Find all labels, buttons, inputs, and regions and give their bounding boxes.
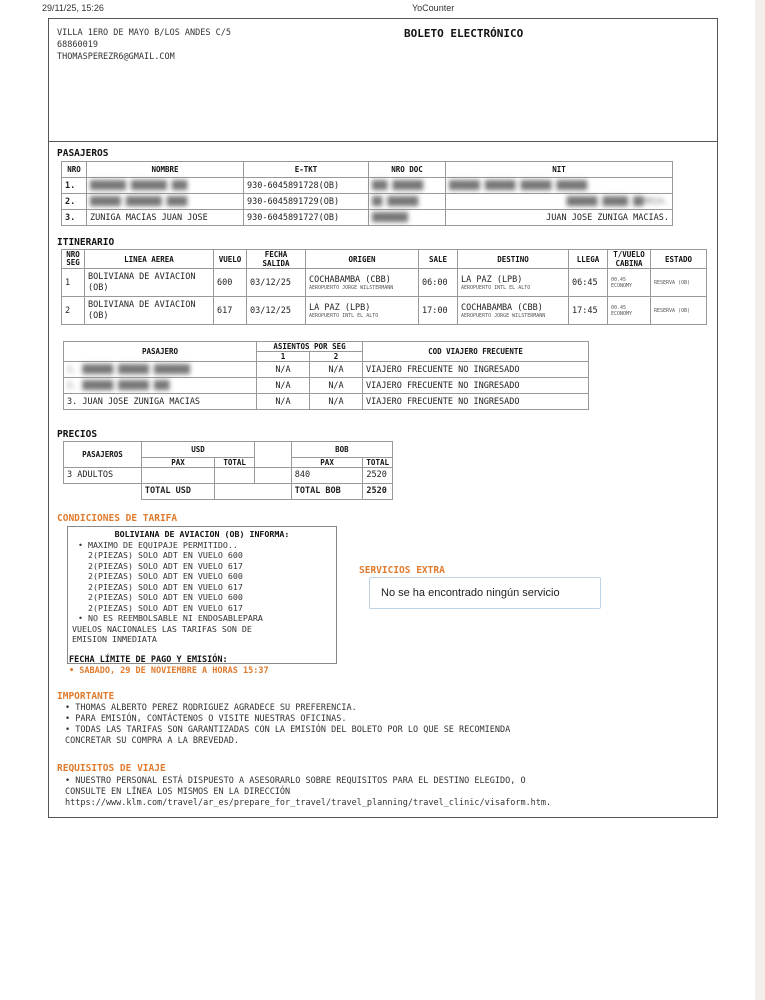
col-pasajero: PASAJERO	[64, 342, 257, 362]
section-title-requisitos: REQUISITOS DE VIAJE	[57, 763, 166, 774]
seat-seg1: N/A	[257, 394, 310, 410]
seg-flight: 617	[214, 297, 247, 325]
seg-cabin: 00.45 ECONOMY	[608, 297, 651, 325]
price-empty	[64, 483, 142, 499]
important-line: • THOMAS ALBERTO PEREZ RODRIGUEZ AGRADECE SU PREFERENCIA.	[65, 703, 357, 713]
table-header-row	[62, 162, 673, 178]
seat-seg1: N/A	[257, 362, 310, 378]
total-bob-value: 2520	[363, 483, 393, 499]
table-header-row	[64, 342, 589, 352]
refund-line: VUELOS NACIONALES LAS TARIFAS SON DE	[72, 623, 252, 634]
col-pasajeros: PASAJEROS	[64, 442, 142, 468]
section-title-itinerario: ITINERARIO	[57, 237, 115, 248]
seg-dest-airport: AEROPUERTO JORGE WILSTERMANN	[461, 312, 546, 319]
ticket-header	[49, 19, 717, 142]
baggage-line: 2(PIEZAS) SOLO ADT EN VUELO 617	[88, 581, 243, 592]
table-row	[64, 362, 589, 378]
agency-address: VILLA 1ERO DE MAYO B/LOS ANDES C/5	[57, 28, 231, 38]
pax-etkt: 930-6045891728(OB)	[244, 178, 369, 194]
seg-origin-city: COCHABAMBA (CBB)	[309, 274, 391, 285]
seg-status: RESERVA (OB)	[651, 297, 707, 325]
table-row	[62, 178, 673, 194]
col-nro: NRO	[62, 162, 87, 178]
itinerary-table	[61, 249, 707, 325]
price-spacer	[255, 467, 292, 483]
seat-seg2: N/A	[310, 362, 363, 378]
seg-arr: 17:45	[569, 297, 608, 325]
seg-origin	[306, 269, 419, 297]
agency-email: THOMASPEREZR6@GMAIL.COM	[57, 52, 175, 62]
pax-nombre: ███████ ███████ ███	[87, 178, 244, 194]
price-usd-total	[215, 467, 255, 483]
requirements-link[interactable]: https://www.klm.com/travel/ar_es/prepare_for_travel/travel_planning/travel_clinic/visaform.htm.	[65, 798, 552, 808]
price-usd-pax	[141, 467, 214, 483]
status-app-name: YoCounter	[412, 3, 455, 13]
seg-date: 03/12/25	[247, 297, 306, 325]
col-etkt: E-TKT	[244, 162, 369, 178]
requirements-line: CONSULTE EN LÍNEA LOS MISMOS EN LA DIRECCIÓN	[65, 787, 291, 797]
refund-line: • NO ES REEMBOLSABLE NI ENDOSABLEPARA	[78, 613, 263, 623]
table-header-row	[62, 250, 707, 269]
price-row-label: 3 ADULTOS	[64, 467, 142, 483]
pax-doc: ██ ██████	[369, 194, 446, 210]
pax-nro: 3.	[62, 210, 87, 226]
col-airline: LINEA AEREA	[85, 250, 214, 269]
seg-airline: BOLIVIANA DE AVIACION (OB)	[85, 269, 214, 297]
seg-origin-airport: AEROPUERTO JORGE WILSTERMANN	[309, 284, 394, 291]
section-title-precios: PRECIOS	[57, 429, 98, 440]
section-title-pasajeros: PASAJEROS	[57, 148, 109, 159]
seg-dep: 06:00	[419, 269, 458, 297]
table-row	[62, 194, 673, 210]
seat-seg2: N/A	[310, 394, 363, 410]
col-bob: BOB	[291, 442, 392, 458]
pax-etkt: 930-6045891727(OB)	[244, 210, 369, 226]
col-usd-spacer-2	[255, 457, 292, 467]
total-usd-value	[215, 483, 292, 499]
col-seg: NRO SEG	[62, 250, 85, 269]
pax-nombre: ZUNIGA MACIAS JUAN JOSE	[87, 210, 244, 226]
price-bob-pax: 840	[291, 467, 363, 483]
seg-number: 1	[62, 269, 85, 297]
seg-dest-city: COCHABAMBA (CBB)	[461, 302, 543, 313]
seat-pasajero: 1. ██████ ██████ ███████	[64, 362, 257, 378]
seg-dest-airport: AEROPUERTO INTL EL ALTO	[461, 284, 531, 291]
total-usd-label: TOTAL USD	[141, 483, 214, 499]
seat-pasajero: 2. ██████ ██████ ███	[64, 378, 257, 394]
right-edge-strip	[755, 0, 765, 1000]
col-arr: LLEGA	[569, 250, 608, 269]
important-line: CONCRETAR SU COMPRA A LA BREVEDAD.	[65, 736, 239, 746]
deadline-value: • SABADO, 29 DE NOVIEMBRE A HORAS 15:37	[69, 666, 269, 676]
col-seg1: 1	[257, 352, 310, 362]
col-seg2: 2	[310, 352, 363, 362]
pax-nit: ██████ █████ ██RRIA.	[446, 194, 673, 210]
fare-conditions-box	[67, 526, 337, 664]
table-row	[62, 210, 673, 226]
baggage-line: 2(PIEZAS) SOLO ADT EN VUELO 617	[88, 602, 243, 613]
pax-nit: JUAN JOSE ZUNIGA MACIAS.	[446, 210, 673, 226]
important-notes	[65, 703, 510, 747]
pax-doc: ███ ██████	[369, 178, 446, 194]
agency-contact	[57, 27, 231, 63]
price-bob-total: 2520	[363, 467, 393, 483]
seg-origin-city: LA PAZ (LPB)	[309, 302, 371, 313]
conditions-box-title: BOLIVIANA DE AVIACION (OB) INFORMA:	[114, 529, 290, 539]
pax-etkt: 930-6045891729(OB)	[244, 194, 369, 210]
pax-doc: ███████	[369, 210, 446, 226]
important-line: • PARA EMISIÓN, CONTÁCTENOS O VISITE NUESTRAS OFICINAS.	[65, 714, 347, 724]
baggage-max: • MAXIMO DE EQUIPAJE PERMITIDO..	[78, 539, 238, 550]
seats-table	[63, 341, 589, 410]
passengers-table	[61, 161, 673, 226]
requirements-line: • NUESTRO PERSONAL ESTÁ DISPUESTO A ASESORARLO SOBRE REQUISITOS PARA EL DESTINO ELEGIDO, O	[65, 776, 526, 786]
seg-origin	[306, 297, 419, 325]
col-nombre: NOMBRE	[87, 162, 244, 178]
col-dest: DESTINO	[458, 250, 569, 269]
col-usd: USD	[141, 442, 254, 458]
seat-cod: VIAJERO FRECUENTE NO INGRESADO	[363, 378, 589, 394]
seg-status: RESERVA (OB)	[651, 269, 707, 297]
baggage-line: 2(PIEZAS) SOLO ADT EN VUELO 600	[88, 592, 243, 602]
seg-cabin: 00.45 ECONOMY	[608, 269, 651, 297]
col-date: FECHA SALIDA	[247, 250, 306, 269]
baggage-line: 2(PIEZAS) SOLO ADT EN VUELO 600	[88, 550, 243, 560]
seg-dest	[458, 297, 569, 325]
col-usd-total: TOTAL	[215, 457, 255, 467]
seg-origin-airport: AEROPUERTO INTL EL ALTO	[309, 312, 379, 319]
baggage-line: 2(PIEZAS) SOLO ADT EN VUELO 600	[88, 571, 243, 581]
important-line: • TODAS LAS TARIFAS SON GARANTIZADAS CON LA EMISIÓN DEL BOLETO POR LO QUE SE RECOMIENDA	[65, 725, 511, 735]
seg-dest	[458, 269, 569, 297]
payment-deadline	[69, 655, 269, 677]
extra-services-box: No se ha encontrado ningún servicio	[369, 577, 601, 609]
status-date: 29/11/25, 15:26	[42, 3, 104, 13]
status-bar	[0, 0, 765, 16]
seg-dep: 17:00	[419, 297, 458, 325]
pax-nit: ██████ ██████ ██████ ██████	[446, 178, 673, 194]
col-origin: ORIGEN	[306, 250, 419, 269]
seat-seg2: N/A	[310, 378, 363, 394]
seg-number: 2	[62, 297, 85, 325]
col-usd-spacer	[255, 442, 292, 458]
col-status: ESTADO	[651, 250, 707, 269]
seg-flight: 600	[214, 269, 247, 297]
col-bob-total: TOTAL	[363, 457, 393, 467]
seg-dest-city: LA PAZ (LPB)	[461, 274, 523, 285]
table-row	[62, 297, 707, 325]
col-dep: SALE	[419, 250, 458, 269]
col-nit: NIT	[446, 162, 673, 178]
col-cabin: T/VUELO CABINA	[608, 250, 651, 269]
section-title-condiciones: CONDICIONES DE TARIFA	[57, 513, 178, 524]
travel-requirements	[65, 776, 551, 809]
agency-phone: 68860019	[57, 40, 98, 50]
seg-date: 03/12/25	[247, 269, 306, 297]
pax-nro: 2.	[62, 194, 87, 210]
pax-nombre: ██████ ███████ ████	[87, 194, 244, 210]
table-row	[62, 269, 707, 297]
document-title: BOLETO ELECTRÓNICO	[404, 27, 524, 40]
prices-table	[63, 441, 393, 500]
col-cod-viajero: COD VIAJERO FRECUENTE	[363, 342, 589, 362]
total-bob-label: TOTAL BOB	[291, 483, 363, 499]
col-usd-pax: PAX	[141, 457, 214, 467]
seg-airline: BOLIVIANA DE AVIACION (OB)	[85, 297, 214, 325]
seat-pasajero: 3. JUAN JOSE ZUNIGA MACIAS	[64, 394, 257, 410]
section-title-servicios: SERVICIOS EXTRA	[359, 565, 445, 576]
seat-cod: VIAJERO FRECUENTE NO INGRESADO	[363, 362, 589, 378]
refund-line: EMISION INMEDIATA	[72, 634, 157, 644]
seat-cod: VIAJERO FRECUENTE NO INGRESADO	[363, 394, 589, 410]
table-row	[64, 394, 589, 410]
table-row	[64, 378, 589, 394]
col-doc: NRO DOC	[369, 162, 446, 178]
pax-nro: 1.	[62, 178, 87, 194]
col-asientos: ASIENTOS POR SEG	[257, 342, 363, 352]
seat-seg1: N/A	[257, 378, 310, 394]
seg-arr: 06:45	[569, 269, 608, 297]
table-row	[64, 467, 393, 483]
col-flight: VUELO	[214, 250, 247, 269]
section-title-importante: IMPORTANTE	[57, 691, 115, 702]
deadline-label: FECHA LÍMITE DE PAGO Y EMISIÓN:	[69, 655, 228, 665]
ticket-page	[48, 18, 718, 818]
baggage-line: 2(PIEZAS) SOLO ADT EN VUELO 617	[88, 560, 243, 571]
table-header-row	[64, 442, 393, 458]
table-row	[64, 483, 393, 499]
col-bob-pax: PAX	[291, 457, 363, 467]
